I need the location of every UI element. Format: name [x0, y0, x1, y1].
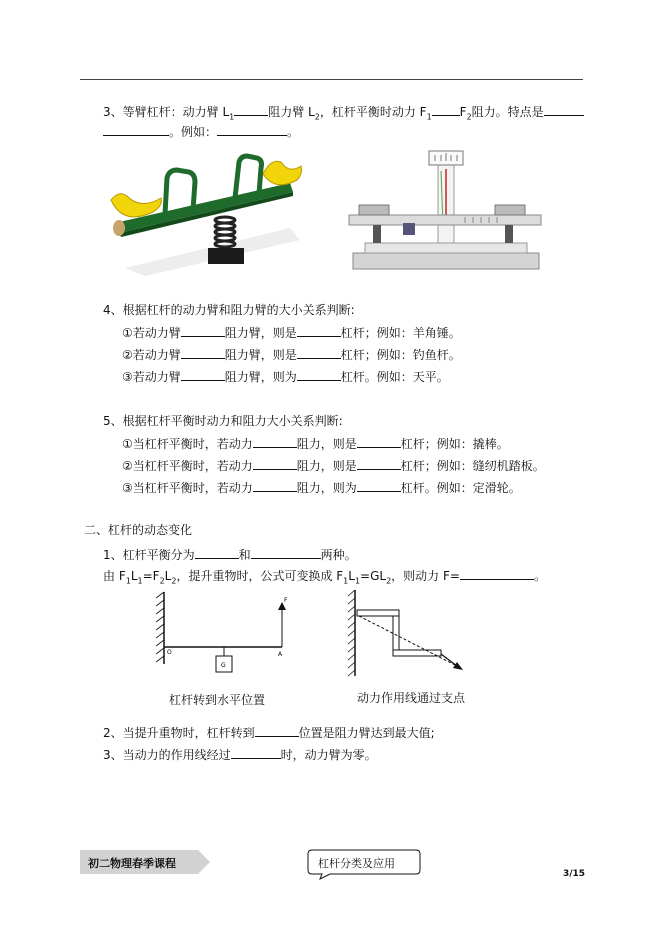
seesaw-image	[105, 148, 305, 276]
s5-item-3: ③当杠杆平衡时，若动力 阻力，则为 杠杆。例如：定滑轮。	[122, 481, 521, 495]
sec2-line1: 1、杠杆平衡分为 和 两种。	[103, 548, 357, 562]
label-O: O	[167, 649, 172, 656]
sec2-line2: 由 $F_1L_1=F_2L_2$，提升重物时，公式可变换成 $F_1L_1=GL_2$，则动力 F= 。	[103, 569, 546, 586]
force-through-fulcrum-diagram	[345, 588, 495, 686]
sec2-line3: 2、当提升重物时，杠杆转到 位置是阻力臂达到最大值;	[103, 726, 435, 740]
label-F: F	[284, 597, 288, 604]
s4-item-2: ②若动力臂 阻力臂，则是 杠杆；例如：钓鱼杆。	[122, 348, 461, 362]
s3-line2: 。例如： 。	[103, 123, 299, 140]
sec2-line4: 3、当动力的作用线经过 时，动力臂为零。	[103, 748, 377, 762]
s4-title: 4、根据杠杆的动力臂和阻力臂的大小关系判断:	[103, 303, 355, 317]
caption-fulcrum: 动力作用线通过支点	[357, 691, 466, 705]
footer-course: 初二物理春季课程	[88, 857, 176, 870]
caption-horizontal: 杠杆转到水平位置	[169, 693, 266, 707]
label-G: G	[221, 662, 226, 669]
s5-title: 5、根据杠杆平衡时动力和阻力大小关系判断:	[103, 414, 343, 428]
page-number: 3/15	[563, 869, 586, 879]
lever-horizontal-diagram	[150, 588, 300, 686]
s4-item-3: ③若动力臂 阻力臂，则为 杠杆。例如：天平。	[122, 370, 449, 384]
label-A: A	[278, 651, 283, 658]
s5-item-2: ②当杠杆平衡时，若动力 阻力，则是 杠杆；例如：缝纫机踏板。	[122, 459, 545, 473]
header-rule	[80, 79, 583, 80]
balance-image	[345, 145, 545, 273]
s4-item-1: ①若动力臂 阻力臂，则是 杠杆；例如：羊角锤。	[122, 326, 461, 340]
s5-item-1: ①当杠杆平衡时，若动力 阻力，则是 杠杆；例如：撬棒。	[122, 437, 509, 451]
s3-line1: 3、等臂杠杆：动力臂 $L_1$ 阻力臂 $L_2$，杠杆平衡时动力 $F_1$ $F_2$阻力。特点是	[103, 103, 584, 125]
sec2-title: 二、杠杆的动态变化	[84, 523, 193, 537]
footer-topic: 杠杆分类及应用	[318, 857, 395, 870]
